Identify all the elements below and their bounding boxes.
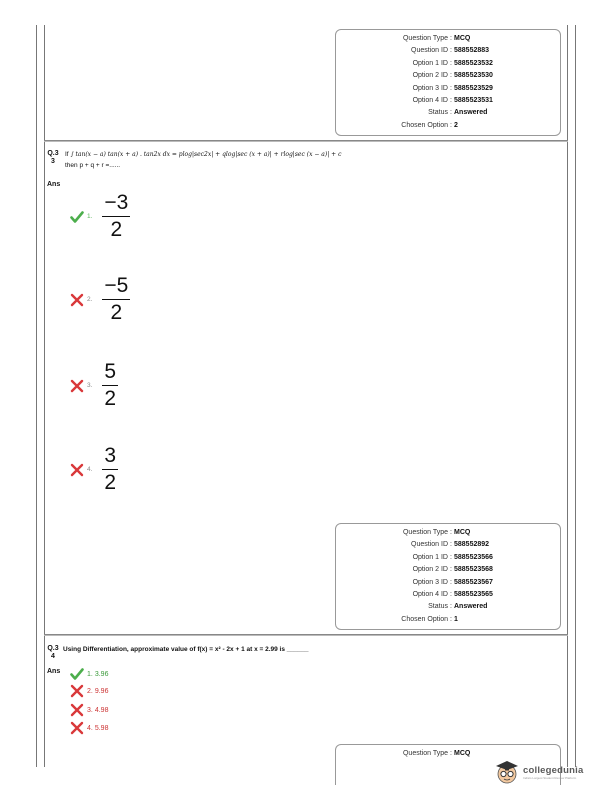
option-1 — [70, 192, 130, 241]
question-number-bottom: 3 — [51, 158, 55, 165]
meta-label: Option 1 ID — [412, 59, 448, 67]
option-number: 4. — [87, 724, 93, 732]
question-number — [47, 645, 59, 661]
meta-value-chosen-option: 1 — [454, 615, 458, 623]
meta-colon: : — [450, 96, 452, 104]
meta-value-option4-id: 5885523531 — [454, 96, 493, 104]
meta-colon: : — [450, 750, 452, 757]
meta-label: Option 2 ID — [412, 72, 448, 80]
graduate-mascot-icon — [494, 760, 520, 784]
option-value: 9.96 — [94, 687, 109, 695]
cross-icon — [70, 293, 84, 307]
meta-label: Question ID — [411, 541, 448, 549]
question-math: ∫ tan(x − a) tan(x + a) . tan2x dx = plog|sec2x| + qlog|sec (x + a)| + rlog|sec (x − a)| + c — [70, 151, 342, 158]
option-number: 3. — [87, 382, 93, 390]
cross-icon — [70, 463, 84, 477]
fraction-numerator: −5 — [104, 274, 129, 297]
logo-tagline: India's Largest Student Review Platform — [523, 775, 577, 780]
fraction-numerator: −3 — [104, 191, 129, 214]
meta-label: Option 2 ID — [412, 566, 448, 574]
meta-value-question-type: MCQ — [454, 750, 471, 757]
meta-value-question-type: MCQ — [454, 529, 471, 536]
meta-label: Question Type — [402, 750, 448, 757]
question-separator — [44, 634, 568, 636]
meta-colon: : — [450, 590, 452, 598]
meta-label: Question Type — [402, 35, 448, 42]
ans-label: Ans — [47, 181, 61, 188]
option-value: 3.96 — [94, 670, 109, 678]
meta-value-option1-id: 5885523566 — [454, 553, 493, 561]
option-3 — [70, 361, 118, 410]
option-number: 2. — [87, 687, 93, 695]
question-text-line2: then p + q + r =...... — [65, 162, 121, 169]
meta-value-status: Answered — [454, 109, 488, 117]
option-fraction — [102, 361, 118, 410]
fraction-numerator: 3 — [104, 444, 117, 467]
option-number: 4. — [87, 466, 93, 474]
meta-colon: : — [450, 121, 452, 129]
cross-icon — [70, 721, 84, 735]
frame-line-right-inner — [567, 25, 568, 767]
meta-value-option3-id: 5885523529 — [454, 84, 493, 92]
meta-label: Option 3 ID — [412, 84, 448, 92]
ans-label: Ans — [47, 668, 61, 675]
option-4 — [70, 721, 108, 735]
logo-name: collegedunia — [523, 764, 584, 776]
meta-label: Option 4 ID — [412, 96, 448, 104]
cross-icon — [70, 379, 84, 393]
meta-value-status: Answered — [454, 603, 488, 611]
meta-colon: : — [450, 541, 452, 549]
meta-label: Option 4 ID — [412, 590, 448, 598]
question-number-top: Q.3 — [47, 150, 59, 157]
fraction-denominator: 2 — [104, 471, 117, 495]
option-number: 1. — [87, 670, 93, 678]
option-3 — [70, 703, 108, 717]
question-prefix: If — [65, 151, 69, 158]
meta-label: Option 1 ID — [412, 553, 448, 561]
fraction-bar — [102, 385, 118, 386]
option-value: 4.98 — [94, 706, 109, 714]
meta-value-option2-id: 5885523530 — [454, 72, 493, 80]
meta-colon: : — [450, 566, 452, 574]
question-separator — [44, 140, 568, 142]
question-meta-box — [335, 29, 561, 136]
meta-label: Status — [428, 109, 448, 117]
meta-label: Option 3 ID — [412, 578, 448, 586]
meta-value-question-id: 588552892 — [454, 541, 490, 549]
meta-colon: : — [450, 72, 452, 80]
meta-colon: : — [450, 47, 452, 55]
frame-line-left-inner — [44, 25, 45, 767]
meta-value-option2-id: 5885523568 — [454, 566, 493, 574]
meta-colon: : — [450, 59, 452, 67]
fraction-bar — [102, 216, 130, 217]
meta-label: Question ID — [411, 47, 448, 55]
meta-colon: : — [450, 603, 452, 611]
meta-colon: : — [450, 615, 452, 623]
meta-colon: : — [450, 553, 452, 561]
option-1 — [70, 667, 108, 681]
fraction-denominator: 2 — [104, 387, 117, 411]
option-number: 2. — [87, 296, 93, 304]
cross-icon — [70, 703, 84, 717]
meta-colon: : — [450, 84, 452, 92]
fraction-bar — [102, 299, 130, 300]
question-text — [65, 151, 341, 158]
meta-value-option1-id: 5885523532 — [454, 59, 493, 67]
meta-label: Chosen Option — [401, 121, 448, 129]
question-number-top: Q.3 — [47, 645, 59, 652]
option-2 — [70, 684, 108, 698]
meta-colon: : — [450, 35, 452, 42]
meta-value-option4-id: 5885523565 — [454, 590, 493, 598]
meta-colon: : — [450, 109, 452, 117]
option-number: 3. — [87, 706, 93, 714]
meta-value-question-id: 588552883 — [454, 47, 490, 55]
option-number: 1. — [87, 213, 93, 221]
meta-value-option3-id: 5885523567 — [454, 578, 493, 586]
option-fraction — [102, 192, 130, 241]
meta-label: Chosen Option — [401, 615, 448, 623]
meta-colon: : — [450, 578, 452, 586]
option-4 — [70, 445, 118, 494]
question-text: Using Differentiation, approximate value of f(x) = x² - 2x + 1 at x = 2.99 is ______ — [63, 646, 309, 653]
frame-line-right-outer — [575, 25, 576, 767]
fraction-denominator: 2 — [110, 218, 123, 242]
option-fraction — [102, 445, 118, 494]
check-icon — [70, 210, 84, 224]
question-number-bottom: 4 — [51, 653, 55, 660]
option-2 — [70, 275, 130, 324]
fraction-numerator: 5 — [104, 360, 117, 383]
fraction-bar — [102, 469, 118, 470]
question-number — [47, 150, 59, 166]
meta-value-question-type: MCQ — [454, 35, 471, 42]
meta-colon: : — [450, 529, 452, 536]
collegedunia-logo — [494, 760, 583, 784]
meta-label: Question Type — [402, 529, 448, 536]
cross-icon — [70, 684, 84, 698]
check-icon — [70, 667, 84, 681]
option-value: 5.98 — [94, 724, 109, 732]
question-meta-box — [335, 523, 561, 630]
frame-line-left-outer — [36, 25, 37, 767]
meta-label: Status — [428, 603, 448, 611]
fraction-denominator: 2 — [110, 301, 123, 325]
option-fraction — [102, 275, 130, 324]
meta-value-chosen-option: 2 — [454, 121, 458, 129]
